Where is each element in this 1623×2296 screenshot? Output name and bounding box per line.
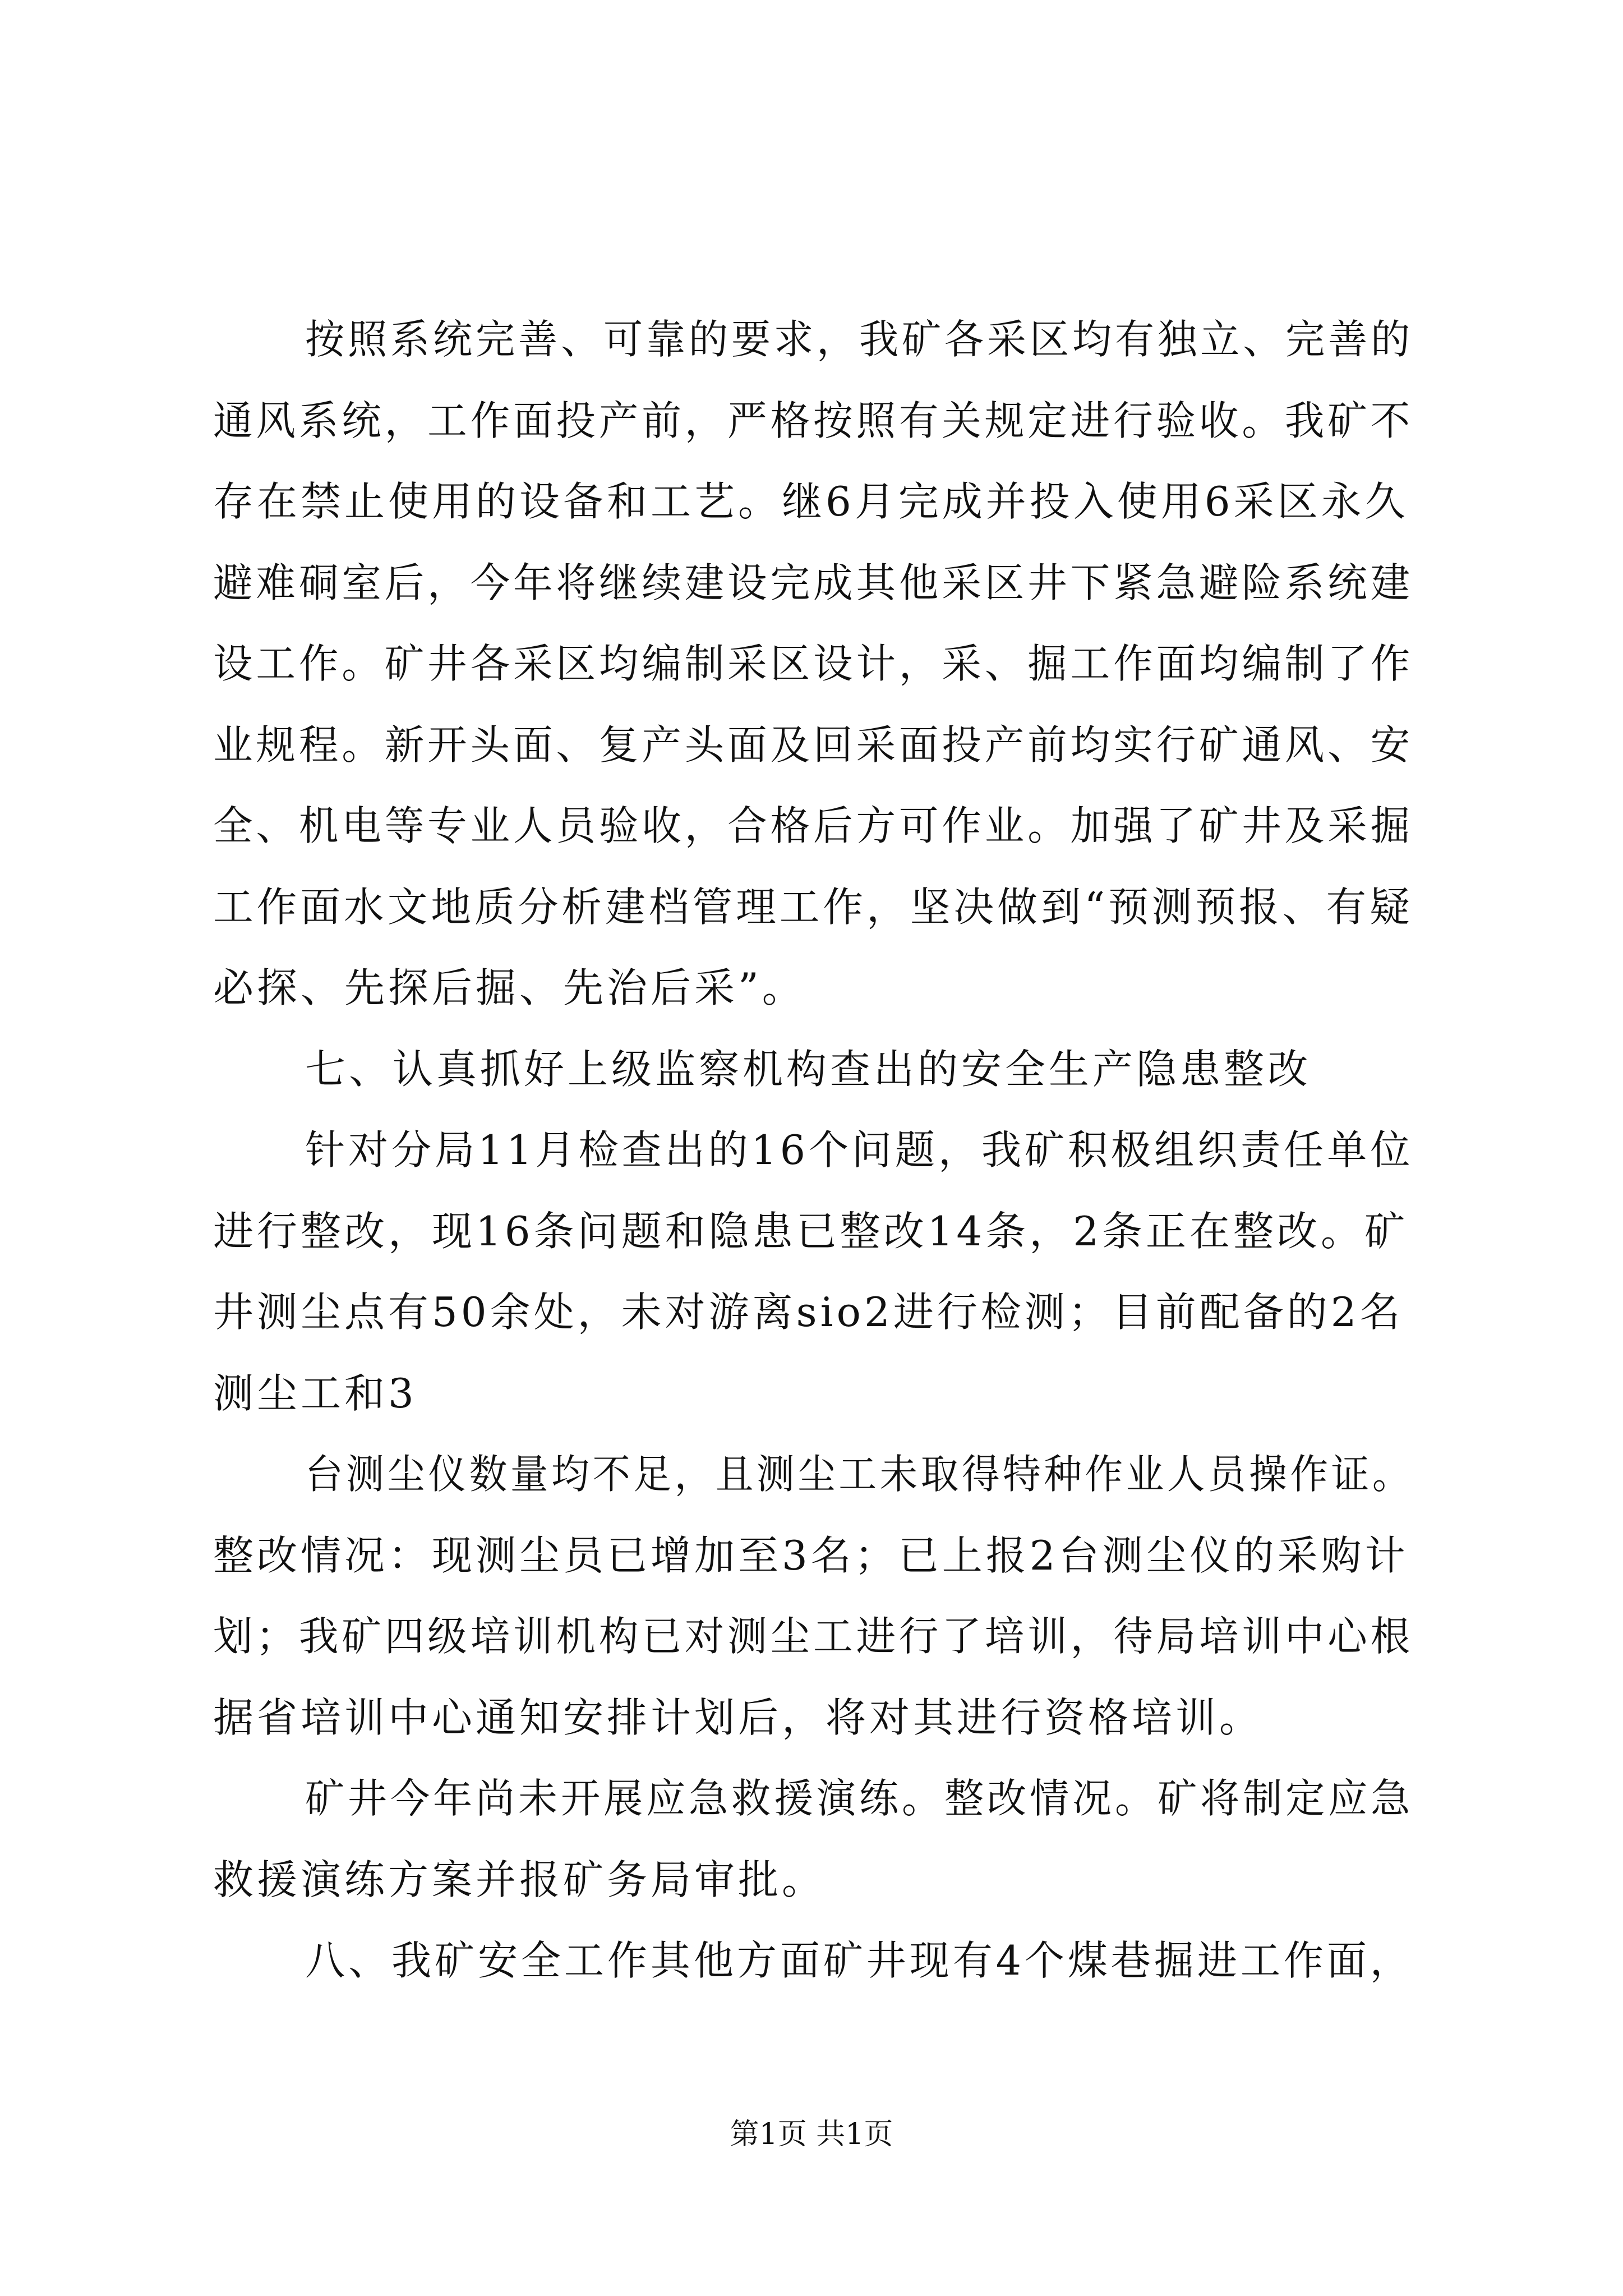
section-heading: 八、我矿安全工作其他方面矿井现有4个煤巷掘进工作面， <box>305 1937 1413 1984</box>
paragraph-line: 井测尘点有50余处，未对游离sio2进行检测；目前配备的2名 <box>213 1289 1404 1336</box>
paragraph-line: 救援演练方案并报矿务局审批。 <box>213 1856 826 1903</box>
paragraph-line: 通风系统，工作面投产前，严格按照有关规定进行验收。我矿不 <box>213 397 1414 444</box>
paragraph-line: 据省培训中心通知安排计划后，将对其进行资格培训。 <box>213 1694 1264 1741</box>
section-heading: 七、认真抓好上级监察机构查出的安全生产隐患整改 <box>305 1046 1312 1093</box>
paragraph-line: 工作面水文地质分析建档管理工作，坚决做到“预测预报、有疑 <box>213 884 1413 931</box>
paragraph-line: 测尘工和3 <box>213 1370 417 1417</box>
paragraph-line: 台测尘仪数量均不足，且测尘工未取得特种作业人员操作证。 <box>305 1451 1414 1498</box>
paragraph-line: 进行整改，现16条问题和隐患已整改14条，2条正在整改。矿 <box>213 1208 1409 1255</box>
page-number-footer: 第1页 共1页 <box>730 2118 893 2151</box>
paragraph-line: 设工作。矿井各采区均编制采区设计，采、掘工作面均编制了作 <box>213 640 1414 687</box>
paragraph-line: 必探、先探后掘、先治后采”。 <box>213 964 806 1011</box>
paragraph-line: 存在禁止使用的设备和工艺。继6月完成并投入使用6采区永久 <box>213 478 1409 525</box>
paragraph-line: 矿井今年尚未开展应急救援演练。整改情况。矿将制定应急 <box>305 1775 1414 1822</box>
paragraph-line: 避难硐室后，今年将继续建设完成其他采区井下紧急避险系统建 <box>213 559 1414 606</box>
paragraph-line: 划；我矿四级培训机构已对测尘工进行了培训，待局培训中心根 <box>213 1613 1414 1660</box>
paragraph-line: 业规程。新开头面、复产头面及回采面投产前均实行矿通风、安 <box>213 721 1414 769</box>
paragraph-line: 针对分局11月检查出的16个问题，我矿积极组织责任单位 <box>305 1126 1414 1174</box>
paragraph-line: 全、机电等专业人员验收，合格后方可作业。加强了矿井及采掘 <box>213 802 1414 849</box>
paragraph-line: 按照系统完善、可靠的要求，我矿各采区均有独立、完善的 <box>305 316 1414 363</box>
paragraph-line: 整改情况：现测尘员已增加至3名；已上报2台测尘仪的采购计 <box>213 1532 1409 1579</box>
